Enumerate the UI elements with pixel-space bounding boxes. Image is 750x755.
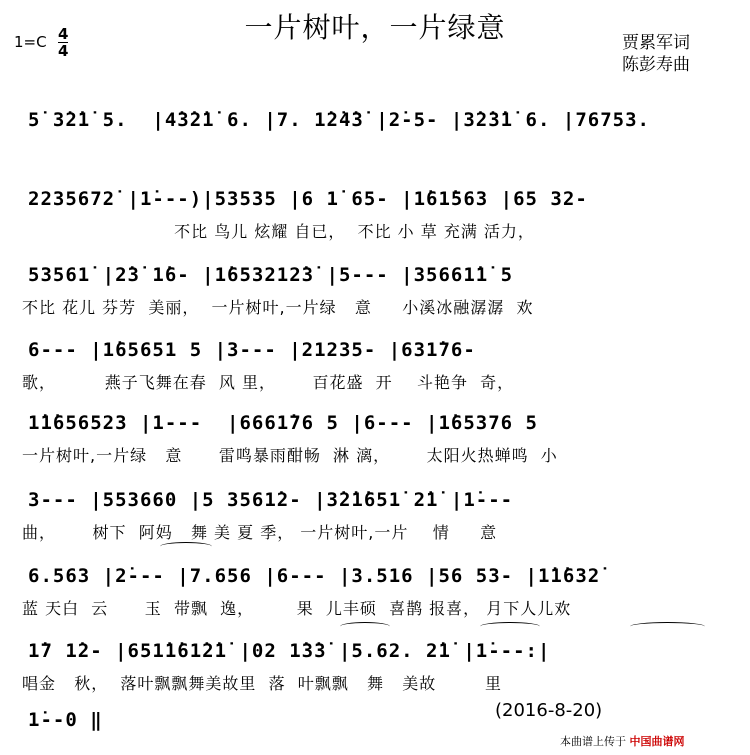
staff-lyrics: 曲， 树下 阿妈 舞 美 夏 季， 一片树叶,一片 情 意 — [22, 523, 498, 542]
staff-lyrics: 唱金 秋， 落叶飘飘舞美故里 落 叶飘飘 舞 美故 里 — [22, 674, 502, 693]
staff-lyrics: 一片树叶,一片绿 意 雷鸣暴雨酣畅 淋 漓， 太阳火热蝉鸣 小 — [22, 446, 558, 465]
tie-arc — [480, 622, 540, 631]
credits — [622, 32, 690, 76]
site-footer — [560, 733, 685, 749]
song-title: 一片树叶，一片绿意 — [244, 11, 506, 44]
staff-notes: 2235672̇ |1̇---)|53535 |6 1̇ 65- |1̇61̇563 |65 32- — [28, 188, 588, 210]
staff-notes: 1̇--0 ‖ — [28, 709, 103, 731]
tie-arc — [160, 542, 212, 551]
footer-text: 本曲谱上传于 — [560, 735, 626, 748]
staff-notes: 3--- |553660 |5 3561̇2- |3̇2̇1̇651̇ 2̇1̇ |1̇--- — [28, 489, 514, 511]
key-signature: 1=C — [14, 33, 47, 51]
composer: 陈彭寿曲 — [622, 55, 690, 75]
staff-lyrics: 蓝 天白 云 玉 带飘 逸， 果 儿丰硕 喜鹊 报喜， 月下人儿欢 — [22, 599, 572, 618]
time-bottom: 4 — [58, 42, 69, 60]
staff-notes: 5̇ 3̇2̇1̇ 5. |4̇3̇2̇1̇ 6. |7. 1̇2̇4̇3̇ |2̇-5- |3̇2̇3̇1̇ 6. |76753. — [28, 109, 650, 131]
staff-lyrics: 不比 鸟儿 炫耀 自已， 不比 小 草 充满 活力， — [22, 222, 535, 241]
staff-lyrics: 不比 花儿 芬芳 美丽， 一片树叶,一片绿 意 小溪冰融潺潺 欢 — [22, 298, 534, 317]
staff-notes: 6.563 |2̇--- |7.656 |6--- |3.516 |56 53- |1̇1̇632̇ — [28, 565, 601, 587]
tie-arc — [630, 622, 705, 631]
tie-arc — [340, 622, 390, 631]
time-signature — [58, 26, 68, 59]
staff-lyrics: 歌， 燕子飞舞在春 风 里， 百花盛 开 斗艳争 奇， — [22, 373, 515, 392]
staff-notes: 6--- |1̇65651 5 |3--- |21235- |631̇76- — [28, 339, 476, 361]
staff-notes: 53561̇ |2̇3̇ 1̇6- |1̇653212̇3̇ |5--- |35661̇1̇ 5 — [28, 264, 514, 286]
time-top: 4 — [58, 25, 69, 43]
lyricist: 贾累军词 — [622, 33, 690, 53]
staff-notes: 1̇1̇656523 |1--- |6661̇76 5 |6--- |1̇65376 5 — [28, 412, 538, 434]
composition-date: (2016-8-20) — [495, 700, 603, 721]
footer-brand: 中国曲谱网 — [629, 735, 685, 748]
staff-notes: 1̇7 1̇2- |651̇1̇61̇2̇1̇ |02 1̇3̇3̇ |5.62. 2̇1̇ |1̇---:| — [28, 640, 551, 662]
